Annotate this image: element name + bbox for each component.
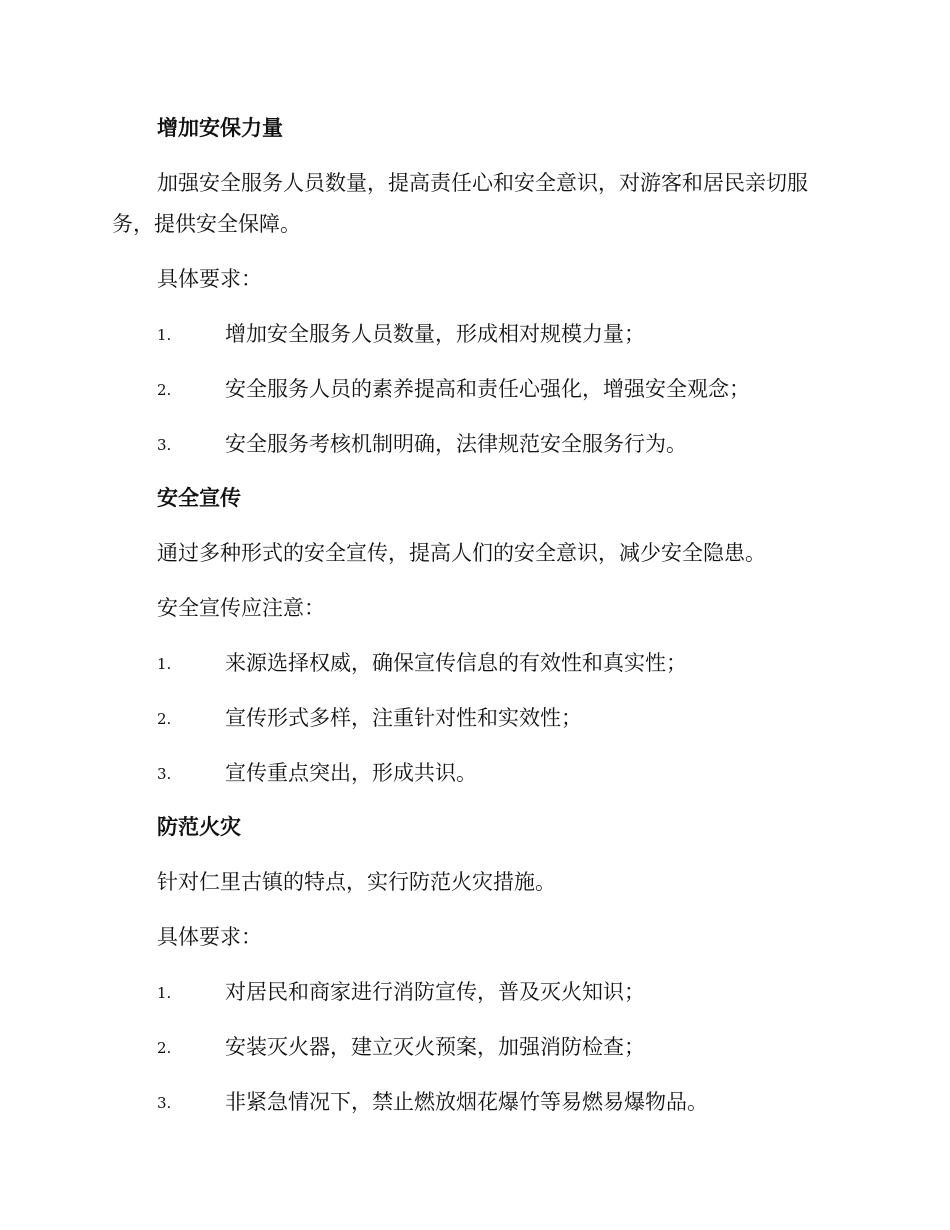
list-item: 安装灭火器，建立灭火预案，加强消防检查； — [225, 1035, 645, 1059]
list-item-number: 3. — [157, 1094, 172, 1112]
list-item-number: 3. — [157, 436, 172, 454]
list-item-number: 1. — [157, 984, 172, 1002]
list-item: 安全服务人员的素养提高和责任心强化，增强安全观念； — [225, 377, 750, 401]
section-paragraph-line: 务，提供安全保障。 — [112, 212, 301, 236]
list-item-number: 2. — [157, 710, 172, 728]
list-item-number: 1. — [157, 655, 172, 673]
list-item: 对居民和商家进行消防宣传，普及灭火知识； — [225, 980, 645, 1004]
section-intro: 安全宣传应注意： — [157, 596, 325, 620]
section-heading-safety-publicity: 安全宣传 — [157, 486, 241, 510]
list-item: 增加安全服务人员数量，形成相对规模力量； — [225, 322, 645, 346]
section-paragraph-line: 通过多种形式的安全宣传，提高人们的安全意识，减少安全隐患。 — [157, 541, 766, 565]
section-paragraph-line: 加强安全服务人员数量，提高责任心和安全意识，对游客和居民亲切服 — [157, 171, 808, 195]
list-item-number: 1. — [157, 326, 172, 344]
list-item: 非紧急情况下，禁止燃放烟花爆竹等易燃易爆物品。 — [225, 1090, 708, 1114]
list-item: 安全服务考核机制明确，法律规范安全服务行为。 — [225, 432, 687, 456]
list-item-number: 2. — [157, 381, 172, 399]
list-item: 来源选择权威，确保宣传信息的有效性和真实性； — [225, 651, 687, 675]
list-item-number: 2. — [157, 1039, 172, 1057]
list-item-number: 3. — [157, 765, 172, 783]
section-heading-security-force: 增加安保力量 — [157, 116, 283, 140]
section-intro: 具体要求： — [157, 267, 262, 291]
list-item: 宣传重点突出，形成共识。 — [225, 761, 477, 785]
list-item: 宣传形式多样，注重针对性和实效性； — [225, 706, 582, 730]
section-heading-fire-prevention: 防范火灾 — [157, 815, 241, 839]
section-intro: 具体要求： — [157, 925, 262, 949]
section-paragraph-line: 针对仁里古镇的特点，实行防范火灾措施。 — [157, 870, 556, 894]
